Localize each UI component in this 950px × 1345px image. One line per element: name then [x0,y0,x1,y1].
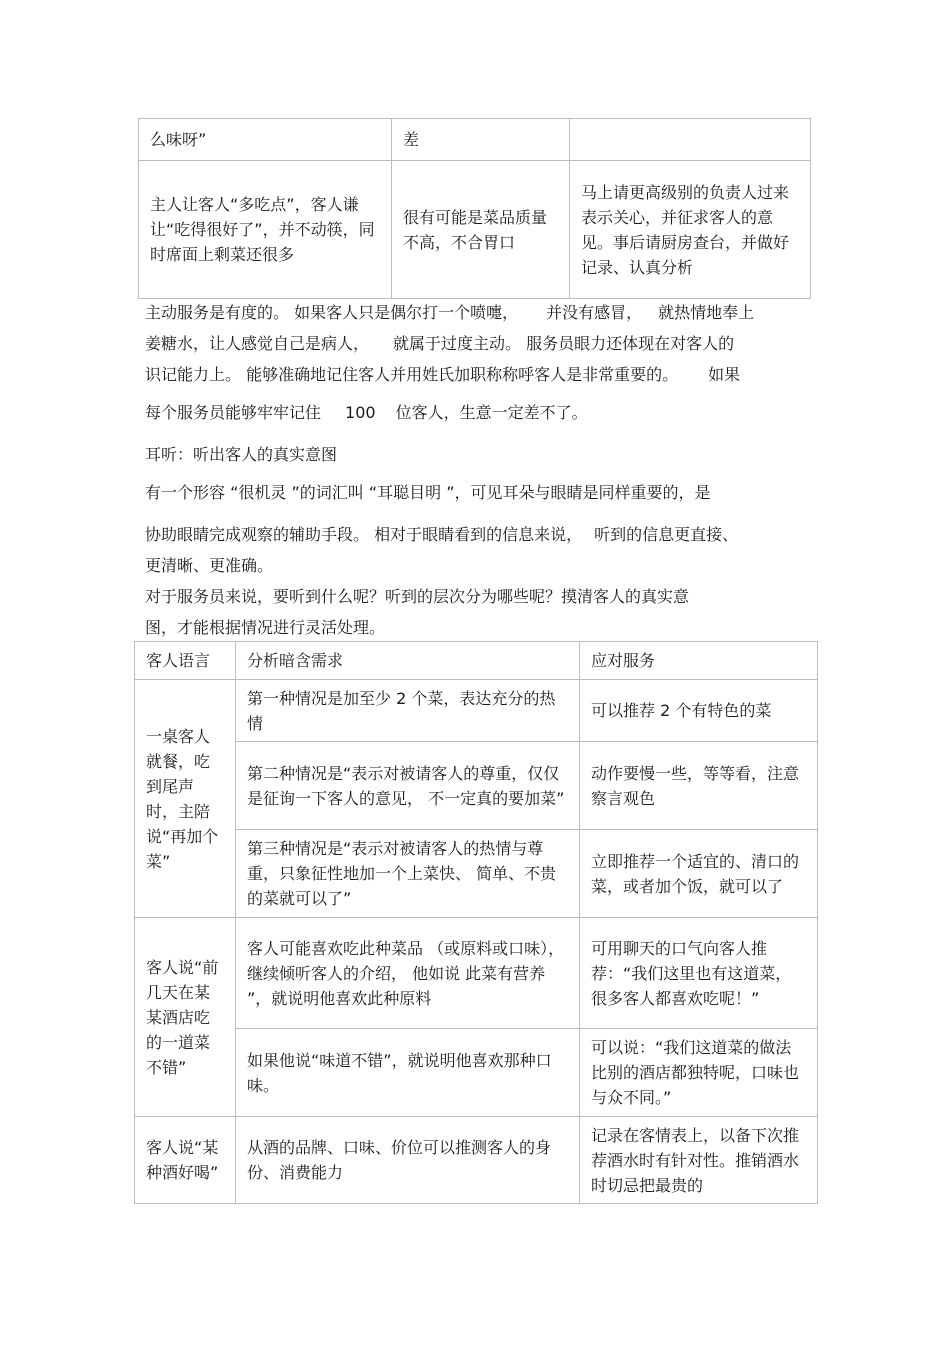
paragraph-line: 识记能力上。 能够准确地记住客人并用姓氏加职称称呼客人是非常重要的。 如果 [145,365,741,384]
table-cell: 如果他说“味道不错”，就说明他喜欢那种口味。 [236,1029,580,1117]
table-cell: 可以说：“我们这道菜的做法比别的酒店都独特呢，口味也与众不同。” [580,1029,818,1117]
section-heading: 耳听：听出客人的真实意图 [145,445,338,464]
table-row [135,830,818,918]
table-row [135,680,818,742]
paragraph-line: 姜糖水，让人感觉自己是病人， 就属于过度主动。 服务员眼力还体现在对客人的 [145,334,735,353]
table-cell: 主人让客人“多吃点”，客人谦让“吃得很好了”，并不动筷，同时席面上剩菜还很多 [139,161,392,299]
table-row [135,742,818,830]
table-cell: 很有可能是菜品质量不高，不合胃口 [392,161,570,299]
table-cell-speech: 客人说“某种酒好喝” [135,1117,236,1204]
table-cell: 马上请更高级别的负责人过来表示关心，并征求客人的意见。事后请厨房查台，并做好记录、认真分析 [570,161,811,299]
table-header-cell: 分析暗含需求 [236,642,580,680]
table-guest-language [134,641,818,1204]
table-row [135,1117,818,1204]
paragraph-line: 主动服务是有度的。 如果客人只是偶尔打一个喷嚏， 并没有感冒， 就热情地奉上 [145,303,755,322]
table-cell: 第一种情况是加至少 2 个菜，表达充分的热情 [236,680,580,742]
paragraph-line: 对于服务员来说，要听到什么呢？听到的层次分为哪些呢？摸清客人的真实意 [145,587,690,606]
table-cell: 客人可能喜欢吃此种菜品 （或原料或口味），继续倾听客人的介绍， 他如说 此菜有营养 ”，就说明他喜欢此种原料 [236,918,580,1029]
table-cell: 动作要慢一些，等等看，注意察言观色 [580,742,818,830]
table-row [139,161,811,299]
table-cell: 可用聊天的口气向客人推荐：“我们这里也有这道菜，很多客人都喜欢吃呢！” [580,918,818,1029]
table-cell-speech: 客人说“前几天在某某酒店吃的一道菜不错” [135,918,236,1117]
table-top-continuation [138,118,811,299]
table-row [139,119,811,161]
paragraph-line: 有一个形容 “很机灵 ”的词汇叫 “耳聪目明 ”，可见耳朵与眼睛是同样重要的，是 [145,483,711,502]
table-cell: 第三种情况是“表示对被请客人的热情与尊重，只象征性地加一个上菜快、 简单、不贵的菜就可以了” [236,830,580,918]
paragraph-line: 协助眼睛完成观察的辅助手段。 相对于眼睛看到的信息来说， 听到的信息更直接、 [145,525,739,544]
table-cell: 可以推荐 2 个有特色的菜 [580,680,818,742]
table-header-row [135,642,818,680]
table-cell: 第二种情况是“表示对被请客人的尊重，仅仅是征询一下客人的意见， 不一定真的要加菜” [236,742,580,830]
table-cell-speech: 一桌客人就餐，吃到尾声时，主陪说“再加个菜” [135,680,236,918]
paragraph-line: 图，才能根据情况进行灵活处理。 [145,618,386,637]
table-cell [570,119,811,161]
table-cell: 从酒的品牌、口味、价位可以推测客人的身份、消费能力 [236,1117,580,1204]
paragraph-line: 更清晰、更准确。 [145,556,274,575]
table-row [135,918,818,1029]
paragraph-line: 每个服务员能够牢牢记住 100 位客人，生意一定差不了。 [145,403,588,422]
table-cell: 么味呀” [139,119,392,161]
table-header-cell: 应对服务 [580,642,818,680]
table-row [135,1029,818,1117]
table-cell: 记录在客情表上，以备下次推荐酒水时有针对性。推销酒水时切忌把最贵的 [580,1117,818,1204]
table-cell: 立即推荐一个适宜的、清口的菜，或者加个饭，就可以了 [580,830,818,918]
table-header-cell: 客人语言 [135,642,236,680]
table-cell: 差 [392,119,570,161]
